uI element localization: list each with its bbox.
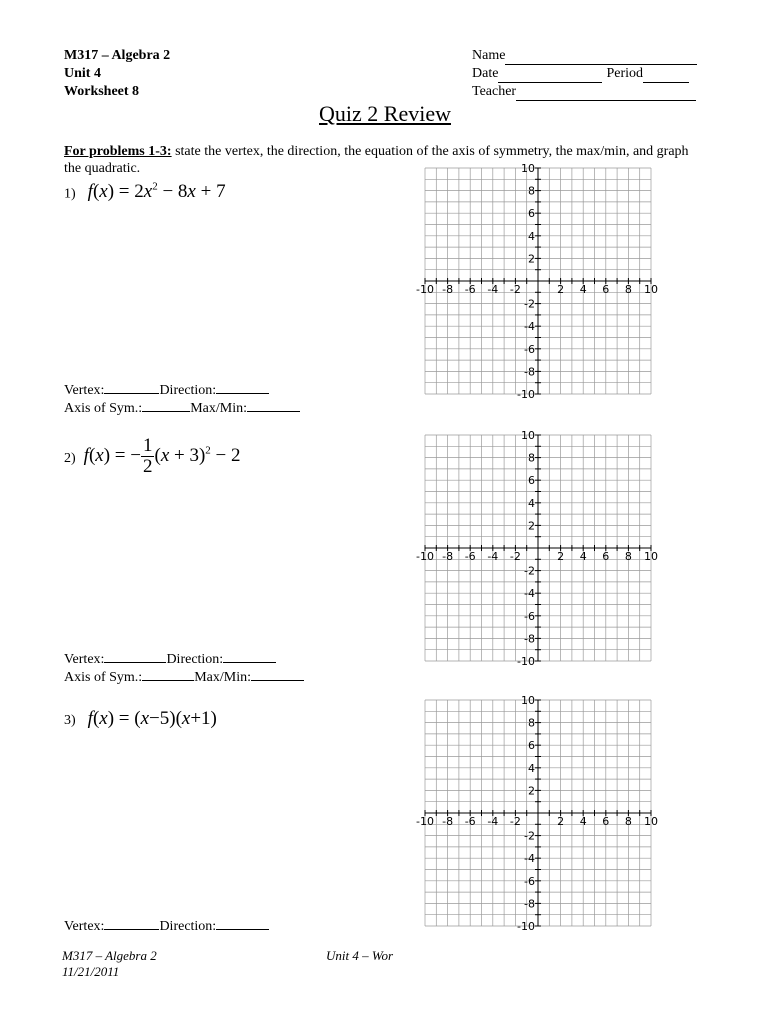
- x-tick-label: -8: [442, 815, 454, 828]
- x-tick-label: -6: [464, 815, 476, 828]
- footer-date: 11/21/2011: [62, 964, 120, 979]
- y-tick-label: -10: [517, 920, 535, 933]
- x-tick-label: 4: [579, 550, 587, 563]
- x-tick-label: 4: [579, 283, 587, 296]
- y-tick-label: 8: [528, 451, 535, 465]
- axis-label: Axis of Sym.:: [64, 670, 143, 685]
- instructions-text: state the vertex, the direction, the equation of the axis of symmetry, the max/min, and graph the quadratic.: [64, 144, 689, 176]
- vertex-field[interactable]: [104, 381, 159, 394]
- maxmin-label: Max/Min:: [194, 670, 251, 685]
- x-tick-label: -2: [509, 815, 521, 828]
- x-tick-label: -2: [509, 550, 521, 563]
- vertex-label: Vertex:: [64, 383, 105, 398]
- x-tick-label: 6: [602, 550, 610, 563]
- x-tick-label: 10: [644, 283, 658, 296]
- y-tick-label: 10: [521, 694, 535, 707]
- answers-1: [64, 381, 300, 417]
- problem-1: [64, 181, 226, 203]
- x-tick-label: 2: [557, 815, 565, 828]
- vertex-field[interactable]: [104, 650, 166, 663]
- vertex-field[interactable]: [104, 917, 159, 930]
- teacher-label: Teacher: [472, 84, 517, 99]
- x-tick-label: 10: [644, 815, 658, 828]
- axis-field[interactable]: [142, 399, 190, 412]
- course-title: M317 – Algebra 2: [64, 48, 171, 63]
- coordinate-grid-2[interactable]: [410, 427, 660, 677]
- teacher-field[interactable]: [516, 87, 696, 101]
- y-tick-label: 2: [528, 519, 535, 533]
- y-tick-label: 4: [528, 761, 535, 775]
- coordinate-grid-1[interactable]: [410, 160, 660, 410]
- y-tick-label: -8: [524, 365, 535, 379]
- y-tick-label: -4: [524, 587, 535, 601]
- x-tick-label: 8: [624, 815, 632, 828]
- y-tick-label: 2: [528, 252, 535, 266]
- page-title: Quiz 2 Review: [319, 101, 451, 126]
- problem-equation: f(x) = − $\frac{1}{2}$ $(x + 3)^2 - 2$: [83, 435, 241, 477]
- axis-label: Axis of Sym.:: [64, 401, 143, 416]
- direction-field[interactable]: [223, 650, 276, 663]
- y-tick-label: 10: [521, 162, 535, 175]
- x-tick-label: -8: [442, 283, 454, 296]
- x-tick-label: -6: [464, 550, 476, 563]
- worksheet-label: Worksheet 8: [64, 84, 140, 99]
- x-tick-label: -4: [487, 283, 499, 296]
- y-tick-label: -10: [517, 388, 535, 401]
- problem-number: 2): [64, 450, 76, 466]
- name-field[interactable]: [505, 51, 697, 65]
- x-tick-label: -10: [416, 283, 434, 296]
- y-tick-label: 10: [521, 429, 535, 442]
- x-tick-label: -10: [416, 550, 434, 563]
- x-tick-label: 4: [579, 815, 587, 828]
- coordinate-grid-3[interactable]: [410, 692, 660, 942]
- x-tick-label: -4: [487, 550, 499, 563]
- footer-left: [62, 948, 157, 980]
- x-tick-label: 10: [644, 550, 658, 563]
- problem-2: [64, 436, 241, 477]
- student-info: [472, 47, 697, 101]
- x-tick-label: 8: [624, 283, 632, 296]
- direction-label: Direction:: [166, 652, 224, 667]
- x-tick-label: 2: [557, 550, 565, 563]
- direction-label: Direction:: [159, 383, 217, 398]
- problem-equation: $f(x) = 2x^2 - 8x + 7$: [87, 181, 226, 203]
- maxmin-field[interactable]: [247, 399, 300, 412]
- x-tick-label: -8: [442, 550, 454, 563]
- y-tick-label: 8: [528, 184, 535, 198]
- y-tick-label: -6: [524, 342, 535, 356]
- x-tick-label: -2: [509, 283, 521, 296]
- date-field[interactable]: [498, 69, 602, 83]
- x-tick-label: 8: [624, 550, 632, 563]
- footer-center: Unit 4 – Wor: [326, 948, 394, 963]
- x-tick-label: 2: [557, 283, 565, 296]
- name-label: Name: [472, 48, 506, 63]
- x-tick-label: -6: [464, 283, 476, 296]
- y-tick-label: -4: [524, 852, 535, 866]
- y-tick-label: 4: [528, 496, 535, 510]
- y-tick-label: -2: [524, 297, 535, 311]
- y-tick-label: 2: [528, 784, 535, 798]
- x-tick-label: -4: [487, 815, 499, 828]
- vertex-label: Vertex:: [64, 919, 105, 934]
- problem-number: 1): [64, 186, 76, 202]
- y-tick-label: 6: [528, 474, 535, 488]
- maxmin-label: Max/Min:: [190, 401, 247, 416]
- unit-label: Unit 4: [64, 66, 101, 81]
- problem-number: 3): [64, 713, 76, 728]
- instructions-lead: For problems 1-3:: [64, 144, 172, 159]
- y-tick-label: -8: [524, 632, 535, 646]
- course-header: [64, 47, 170, 101]
- period-field[interactable]: [643, 69, 689, 83]
- direction-field[interactable]: [216, 917, 269, 930]
- y-tick-label: -6: [524, 874, 535, 888]
- x-tick-label: -10: [416, 815, 434, 828]
- period-label: Period: [606, 66, 643, 81]
- answers-2: [64, 650, 304, 686]
- y-tick-label: -10: [517, 655, 535, 668]
- direction-label: Direction:: [159, 919, 217, 934]
- x-tick-label: 6: [602, 815, 610, 828]
- y-tick-label: -2: [524, 564, 535, 578]
- vertex-label: Vertex:: [64, 652, 105, 667]
- y-tick-label: 6: [528, 207, 535, 221]
- y-tick-label: 4: [528, 229, 535, 243]
- problem-3: [64, 708, 217, 730]
- y-tick-label: 8: [528, 716, 535, 730]
- maxmin-field[interactable]: [251, 668, 304, 681]
- answers-3: [64, 917, 269, 935]
- axis-field[interactable]: [142, 668, 194, 681]
- problem-equation: f(x) = (x−5)(x+1): [87, 708, 217, 729]
- y-tick-label: -4: [524, 320, 535, 334]
- date-label: Date: [472, 66, 499, 81]
- y-tick-label: -8: [524, 897, 535, 911]
- y-tick-label: 6: [528, 739, 535, 753]
- y-tick-label: -2: [524, 829, 535, 843]
- direction-field[interactable]: [216, 381, 269, 394]
- y-tick-label: -6: [524, 609, 535, 623]
- x-tick-label: 6: [602, 283, 610, 296]
- footer-course: M317 – Algebra 2: [62, 948, 157, 963]
